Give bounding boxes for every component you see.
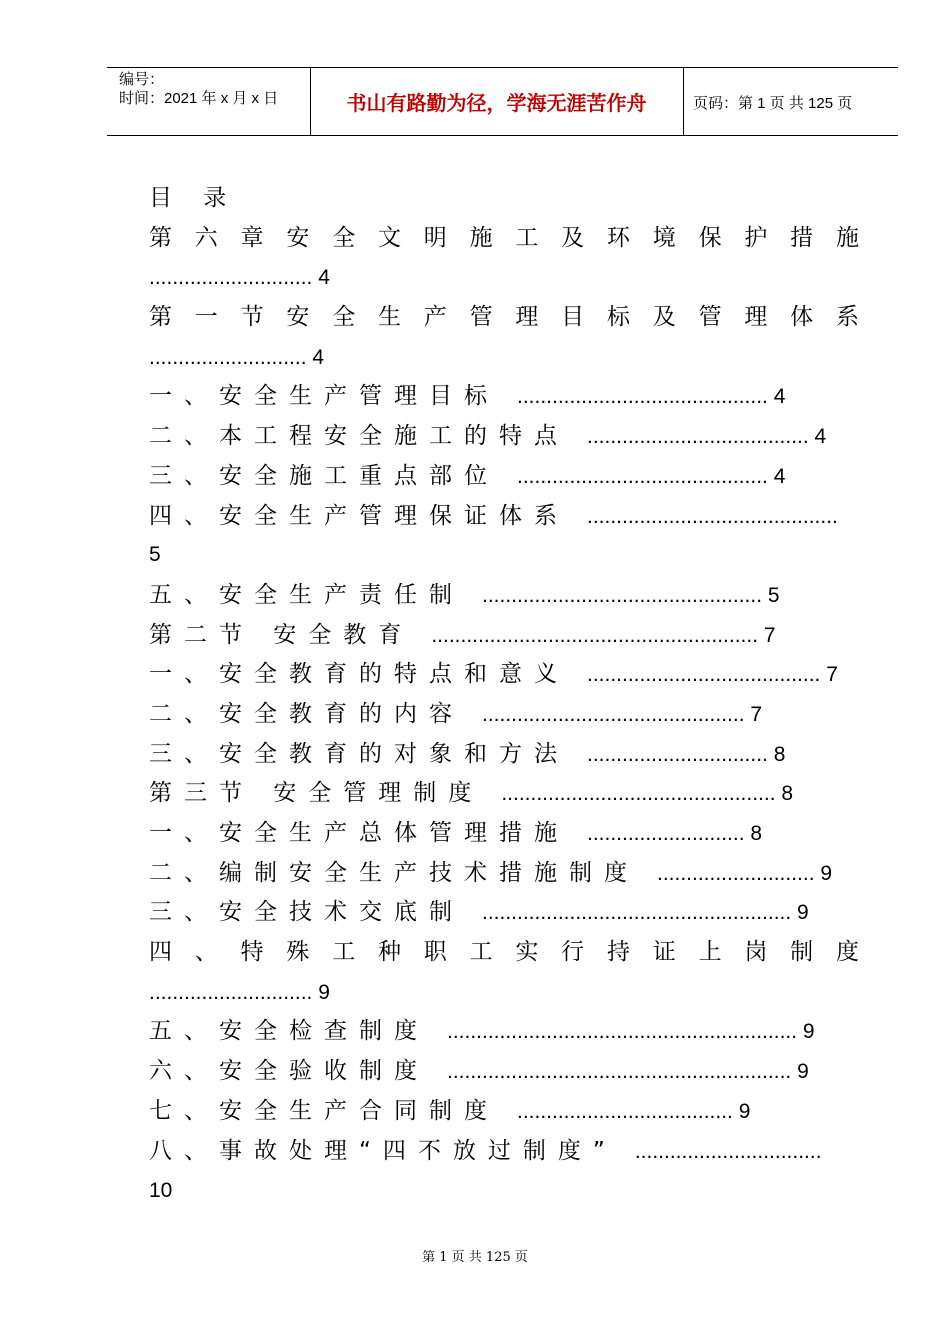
heading-char: 护 [744, 224, 768, 251]
toc-entry[interactable] [149, 1131, 859, 1171]
toc-entry[interactable] [149, 813, 859, 853]
toc-entry-dots: ........................... 9 [657, 861, 833, 885]
heading-char: 及 [652, 304, 676, 331]
heading-char: 系 [835, 304, 859, 331]
toc-entry-dots: ................................................ 5 [482, 583, 780, 607]
heading-char: 工 [469, 939, 493, 966]
toc-entry-dots: ............................................................ 9 [447, 1020, 815, 1044]
toc-entry-title: 五、安全检查制度 [149, 1018, 429, 1045]
toc-entry-title: 一、安全教育的特点和意义 [149, 661, 569, 688]
heading-char: 理 [515, 304, 539, 331]
heading-char: 生 [377, 304, 401, 331]
heading-char: 文 [377, 224, 401, 251]
toc-entry[interactable] [149, 892, 859, 932]
toc-chapter-dots: ............................ 4 [149, 266, 330, 290]
toc-entry-title: 五、安全生产责任制 [149, 581, 464, 608]
heading-char: 职 [423, 939, 447, 966]
toc-entry-title: 三、安全技术交底制 [149, 899, 464, 926]
toc-section-dots: ........................... 4 [149, 345, 325, 369]
heading-char: 证 [652, 939, 676, 966]
heading-char: 种 [377, 939, 401, 966]
number-label: 编号： [119, 71, 165, 88]
heading-char: 章 [240, 224, 264, 251]
heading-char: 保 [698, 224, 722, 251]
heading-char: 施 [835, 224, 859, 251]
toc-entry-title: 三、安全教育的对象和方法 [149, 740, 569, 767]
toc-entry-title: 八、事故处理“四不放过制度” [149, 1137, 617, 1164]
heading-char: 特 [240, 939, 264, 966]
header-divider-2 [683, 67, 684, 136]
heading-char: 体 [790, 304, 814, 331]
toc-section-heading [149, 297, 859, 337]
heading-char: 措 [790, 224, 814, 251]
heading-char: 明 [423, 224, 447, 251]
heading-char: 工 [515, 224, 539, 251]
heading-char: 全 [332, 224, 356, 251]
heading-char: 管 [469, 304, 493, 331]
time-label: 时间：2021 年 x 月 x 日 [119, 90, 279, 107]
toc-special-heading [149, 932, 859, 972]
toc-entry-dots: ............................................... 8 [501, 782, 794, 806]
toc-entry[interactable] [149, 535, 859, 575]
toc-entry-title: 一、安全生产管理目标 [149, 383, 499, 410]
toc-special-dots: ............................ 9 [149, 980, 330, 1004]
toc-entry-title: 第三节 安全管理制度 [149, 780, 484, 807]
heading-char: 岗 [744, 939, 768, 966]
toc-entry-title: 第二节 安全教育 [149, 621, 414, 648]
toc-entry-dots: ............................................. 7 [482, 702, 763, 726]
toc-entry-title: 六、安全验收制度 [149, 1058, 429, 1085]
toc-entry[interactable] [149, 853, 859, 893]
toc-entry[interactable] [149, 654, 859, 694]
heading-char: 安 [286, 224, 310, 251]
heading-char: 全 [332, 304, 356, 331]
toc-entry-dots: ..................................... 9 [517, 1099, 751, 1123]
heading-char: 工 [332, 939, 356, 966]
toc-entry-dots: ........................................... [587, 504, 838, 528]
toc-entries [149, 376, 859, 932]
toc-entry[interactable] [149, 734, 859, 774]
toc-entry-title: 一、安全生产总体管理措施 [149, 820, 569, 846]
heading-char: 上 [698, 939, 722, 966]
toc-entry-dots: ........................... 8 [587, 822, 763, 845]
heading-char: 施 [469, 224, 493, 251]
heading-char: 、 [194, 939, 218, 966]
heading-char: 安 [286, 304, 310, 331]
heading-char: 度 [835, 939, 859, 966]
heading-char: 持 [606, 939, 630, 966]
toc-entry-dots: ..................................................... 9 [482, 901, 809, 925]
heading-char: 行 [561, 939, 585, 966]
toc-last-page: 10 [149, 1179, 173, 1203]
toc-entry[interactable] [149, 575, 859, 615]
header-page-info: 页码：第 1 页 共 125 页 [693, 95, 853, 112]
heading-char: 第 [149, 304, 172, 331]
toc-entry[interactable] [149, 1091, 859, 1131]
toc-entry-title: 四、安全生产管理保证体系 [149, 502, 569, 529]
toc-entry-dots: ........................................................... 9 [447, 1060, 809, 1084]
toc-entry-dots: ........................................... 4 [517, 464, 786, 488]
heading-char: 及 [561, 224, 585, 251]
heading-char: 节 [240, 304, 264, 331]
header-slogan: 书山有路勤为径，学海无涯苦作舟 [346, 91, 647, 115]
heading-char: 实 [515, 939, 539, 966]
toc-entry-title: 七、安全生产合同制度 [149, 1097, 499, 1124]
toc-entry[interactable] [149, 496, 859, 536]
toc-entry[interactable] [149, 1011, 859, 1051]
toc-entry[interactable] [149, 376, 859, 416]
toc-entry-dots: ................................ [634, 1139, 822, 1163]
heading-char: 环 [606, 224, 630, 251]
toc-entry-dots: ........................................... 4 [517, 385, 786, 409]
heading-char: 境 [652, 224, 676, 251]
heading-char: 四 [149, 939, 172, 966]
heading-char: 第 [149, 224, 172, 251]
toc-entry[interactable] [149, 615, 859, 655]
heading-char: 殊 [286, 939, 310, 966]
toc-chapter-heading [149, 218, 859, 258]
toc-title: 目 录 [149, 185, 239, 211]
toc-entry-dots: ........................................................ 7 [431, 623, 776, 647]
toc-entries-2 [149, 1011, 859, 1170]
toc-entry-dots: ............................... 8 [587, 742, 786, 766]
heading-char: 制 [790, 939, 814, 966]
toc-entry[interactable] [149, 456, 859, 496]
toc-entry[interactable] [149, 694, 859, 734]
heading-char: 管 [698, 304, 722, 331]
toc-entry-title: 二、编制安全生产技术措施制度 [149, 859, 639, 886]
heading-char: 目 [561, 304, 585, 331]
toc-entry-title: 三、安全施工重点部位 [149, 462, 499, 489]
heading-char: 产 [423, 304, 447, 331]
table-of-contents [149, 178, 859, 1210]
heading-char: 标 [606, 304, 630, 331]
toc-entry-dots: ........................................ 7 [587, 663, 838, 687]
toc-entry[interactable] [149, 1051, 859, 1091]
toc-entry[interactable] [149, 416, 859, 456]
page-footer: 第 1 页 共 125 页 [422, 1250, 528, 1265]
toc-entry[interactable] [149, 773, 859, 813]
heading-char: 六 [194, 224, 218, 251]
heading-char: 一 [194, 304, 218, 331]
toc-entry-title: 二、本工程安全施工的特点 [149, 423, 569, 450]
toc-entry-title: 二、安全教育的内容 [149, 700, 464, 727]
heading-char: 理 [744, 304, 768, 331]
toc-entry-dots: ...................................... 4 [587, 425, 827, 449]
page-header [107, 67, 898, 136]
toc-entry-title: 5 [149, 543, 161, 567]
